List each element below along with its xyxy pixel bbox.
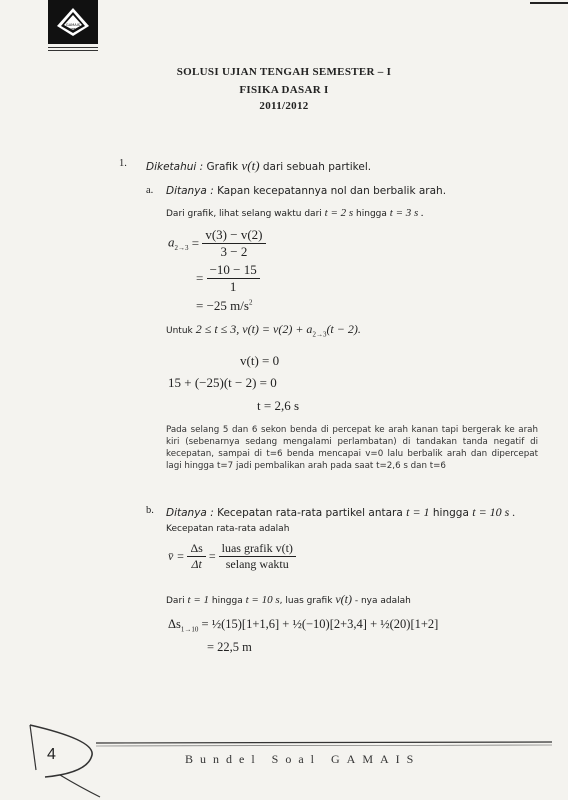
ditanya-math2: t = 10 s . <box>472 505 516 519</box>
area-fraction <box>219 541 296 572</box>
dari-rest: , luas grafik <box>279 596 333 606</box>
frac2-numerator: −10 − 15 <box>207 262 260 279</box>
header-year: 2011/2012 <box>259 100 309 112</box>
dari-line <box>166 592 411 607</box>
part-b-letter: b. <box>146 505 154 516</box>
gamais-logo <box>48 0 98 44</box>
corner-mark <box>530 2 568 4</box>
solve-step-1: v(t) = 0 <box>240 353 280 368</box>
part-a-line1 <box>166 207 424 219</box>
ditanya-label-b: Ditanya : <box>166 507 214 519</box>
dari-math2: t = 10 s <box>245 594 280 606</box>
dari-var: v(t) <box>335 592 352 606</box>
accel-result <box>196 298 252 314</box>
logo-rule-2 <box>48 50 98 51</box>
line1-mid: hingga <box>356 209 387 219</box>
accel-fraction-1 <box>202 227 265 260</box>
ds-symbol: Δs <box>168 617 181 631</box>
ds-rhs: = ½(15)[1+1,6] + ½(−10)[2+3,4] + ½(20)[1+2] <box>201 617 439 631</box>
header-subject: FISIKA DASAR I <box>239 84 329 96</box>
accel-equation-2: = $\frac{-10 - 15}{1}$ <box>196 262 260 295</box>
delta-s: Δs <box>187 541 205 557</box>
dari-text: Dari <box>166 596 185 606</box>
avg-velocity-formula: v̄ = $\frac{\Delta s}{\Delta t}$ = $\frac{\text{luas grafik v(t)}}{\text{selang waktu}}$ <box>168 541 296 572</box>
diketahui-var: v(t) <box>241 158 260 173</box>
accel-equation-1: $a_{2\to 3}$ = $\frac{v(3) - v(2)}{3 - 2}$ <box>168 227 266 260</box>
displacement-result: = 22,5 m <box>207 640 252 654</box>
frac2-denominator: 1 <box>229 279 237 294</box>
accel-symbol: a <box>168 234 175 250</box>
untuk-tail: (t − 2). <box>326 322 361 336</box>
displacement-equation <box>168 617 438 634</box>
ds-subscript: 1→10 <box>180 625 199 634</box>
dari-mid: hingga <box>211 596 243 606</box>
solve-step-3: t = 2,6 s <box>257 398 300 413</box>
dari-end: - nya adalah <box>354 596 411 606</box>
problem-statement <box>146 158 371 174</box>
frac1-denominator: 3 − 2 <box>220 244 248 259</box>
avg-velocity-intro: Kecepatan rata-rata adalah <box>166 524 290 534</box>
logo-emblem <box>55 6 91 38</box>
diketahui-text: Grafik <box>206 161 239 173</box>
diketahui-rest: dari sebuah partikel. <box>262 161 372 173</box>
area-denominator: selang waktu <box>225 557 289 571</box>
ditanya-math1: t = 1 <box>406 505 430 519</box>
delta-t: Δt <box>191 557 202 571</box>
untuk-subscript: 2→3 <box>312 330 327 339</box>
untuk-line <box>166 322 361 338</box>
area-numerator: luas grafik v(t) <box>219 541 296 557</box>
logo-text-2: ITB <box>70 27 76 31</box>
untuk-label: Untuk <box>166 326 193 336</box>
accel-fraction-2 <box>207 262 260 295</box>
part-a-question <box>166 185 446 197</box>
accel-result-exponent: 2 <box>248 298 253 307</box>
dari-math1: t = 1 <box>187 594 210 606</box>
accel-result-value: = −25 m/s <box>196 298 249 313</box>
line1-text: Dari grafik, lihat selang waktu dari <box>166 209 322 219</box>
frac1-numerator: v(3) − v(2) <box>202 227 265 244</box>
delta-fraction <box>187 541 205 572</box>
untuk-condition: 2 ≤ t ≤ 3, <box>195 322 240 336</box>
ditanya-text-a: Kapan kecepatannya nol dan berbalik arah. <box>217 185 447 197</box>
vbar-symbol: v̄ = <box>168 549 185 563</box>
logo-text-1: GAMAIS <box>65 23 81 27</box>
line1-math2: t = 3 s . <box>389 207 424 219</box>
ditanya-text-b: Kecepatan rata-rata partikel antara <box>217 507 403 519</box>
line1-math1: t = 2 s <box>324 207 354 219</box>
part-a-letter: a. <box>146 185 154 196</box>
solve-step-2: 15 + (−25)(t − 2) = 0 <box>168 375 277 390</box>
problem-number: 1. <box>119 158 127 169</box>
diketahui-label: Diketahui : <box>146 161 204 173</box>
header-title: SOLUSI UJIAN TENGAH SEMESTER – I <box>176 66 392 78</box>
untuk-equation: v(t) = v(2) + a <box>242 322 313 336</box>
logo-rule-1 <box>48 47 98 48</box>
footer-title: Bundel Soal GAMAIS <box>185 752 421 766</box>
part-b-question <box>166 505 515 520</box>
ditanya-label-a: Ditanya : <box>166 185 214 197</box>
explanation-paragraph: Pada selang 5 dan 6 sekon benda di percepat ke arah kanan tapi bergerak ke arah kiri (sebenarnya sedang mengalami perlambatan) di tandakan tanda negatif di kecepatan, sampai di t=6 benda mencapai v=0 lalu berbalik arah dan dipercepat lagi hingga t=7 jadi pembalikan arah pada saat t=2,6 s dan t=6 <box>166 425 538 471</box>
page-number: 4 <box>47 746 56 763</box>
accel-subscript: 2→3 <box>174 244 189 253</box>
ditanya-mid: hingga <box>432 507 469 519</box>
